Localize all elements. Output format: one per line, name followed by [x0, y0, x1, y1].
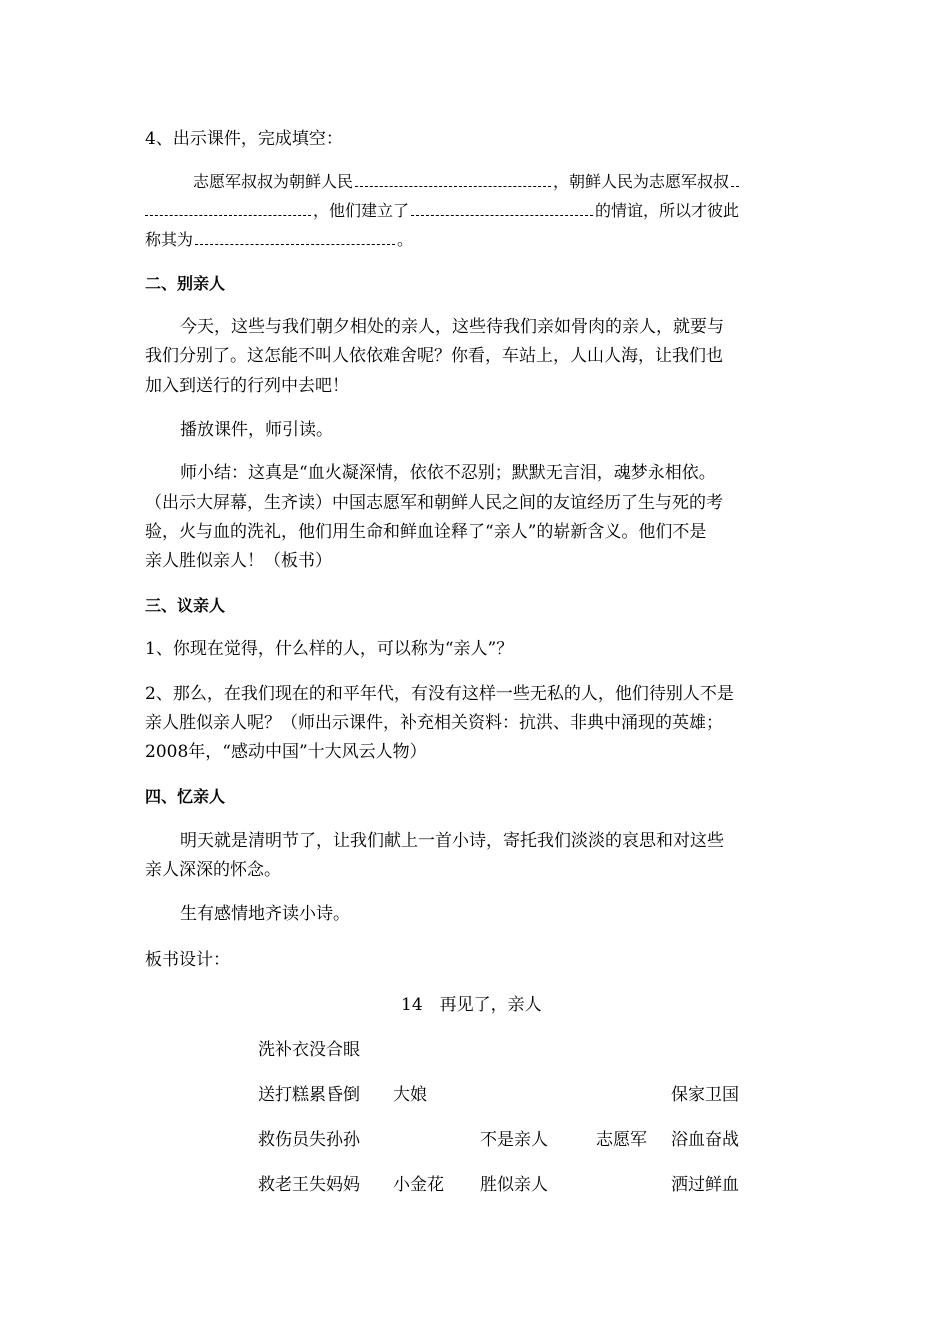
fill-line-3: [145, 229, 413, 251]
board-cell: 小金花: [393, 1175, 444, 1195]
paragraph-line: 加入到送行的行列中去吧！: [145, 376, 349, 396]
paragraph-line: 我们分别了。这怎能不叫人依依难舍呢？你看，车站上，人山人海，让我们也: [145, 346, 723, 366]
paragraph-line: 播放课件，师引读。: [180, 420, 333, 440]
section-heading: 二、别亲人: [145, 274, 226, 293]
fill-text: 志愿军叔叔为朝鲜人民: [193, 172, 354, 191]
paragraph-line: 2、那么，在我们现在的和平年代，有没有这样一些无私的人，他们待别人不是: [145, 684, 734, 704]
paragraph-line: 2008年，“感动中国”十大风云人物）: [145, 742, 427, 762]
section-heading: 四、忆亲人: [145, 787, 226, 806]
board-title: 14 再见了，亲人: [401, 995, 542, 1015]
board-cell: 洗补衣没合眼: [258, 1040, 360, 1060]
paragraph-line: 师小结：这真是“血火凝深情，依依不忍别；默默无言泪，魂梦永相依。: [180, 463, 716, 483]
paragraph-line: 亲人胜似亲人呢？（师出示课件，补充相关资料：抗洪、非典中涌现的英雄；: [145, 713, 723, 733]
fill-blank[interactable]: [731, 172, 739, 187]
board-cell: 浴血奋战: [671, 1130, 739, 1150]
fill-text: ，朝鲜人民为志愿军叔叔: [553, 172, 730, 191]
paragraph-line: 明天就是清明节了，让我们献上一首小诗，寄托我们淡淡的哀思和对这些: [180, 831, 724, 851]
board-cell: 不是亲人: [480, 1130, 548, 1150]
task4-heading: 4、出示课件，完成填空：: [145, 129, 343, 149]
fill-blank[interactable]: [145, 201, 311, 216]
fill-text: 称其为: [145, 230, 194, 249]
paragraph-line: （出示大屏幕，生齐读）中国志愿军和朝鲜人民之间的友谊经历了生与死的考: [145, 493, 723, 513]
fill-line-1: [193, 171, 741, 193]
board-cell: 胜似亲人: [480, 1175, 548, 1195]
paragraph-line: 今天，这些与我们朝夕相处的亲人，这些待我们亲如骨肉的亲人，就要与: [180, 317, 724, 337]
fill-line-2: [145, 200, 739, 222]
board-cell: 救伤员失孙孙: [258, 1130, 360, 1150]
paragraph-line: 验，火与血的洗礼，他们用生命和鲜血诠释了“亲人”的崭新含义。他们不是: [145, 522, 707, 542]
paragraph-line: 亲人深深的怀念。: [145, 860, 281, 880]
board-cell: 送打糕累昏倒: [258, 1085, 360, 1105]
fill-blank[interactable]: [195, 230, 395, 245]
paragraph-line: 1、你现在觉得，什么样的人，可以称为“亲人”？: [145, 639, 514, 659]
paragraph-line: 生有感情地齐读小诗。: [180, 904, 350, 924]
board-cell: 大娘: [393, 1085, 427, 1105]
section-heading: 三、议亲人: [145, 596, 226, 615]
board-cell: 志愿军: [596, 1130, 647, 1150]
board-cell: 洒过鲜血: [671, 1175, 739, 1195]
fill-text: ，他们建立了: [313, 201, 410, 220]
fill-blank[interactable]: [411, 201, 593, 216]
fill-blank[interactable]: [355, 172, 551, 187]
board-cell: 保家卫国: [671, 1085, 739, 1105]
fill-text: 的情谊，所以才彼此: [595, 201, 740, 220]
fill-text: 。: [397, 230, 414, 249]
board-cell: 救老王失妈妈: [258, 1175, 360, 1195]
board-label: 板书设计：: [145, 950, 230, 970]
paragraph-line: 亲人胜似亲人！（板书）: [145, 551, 332, 571]
